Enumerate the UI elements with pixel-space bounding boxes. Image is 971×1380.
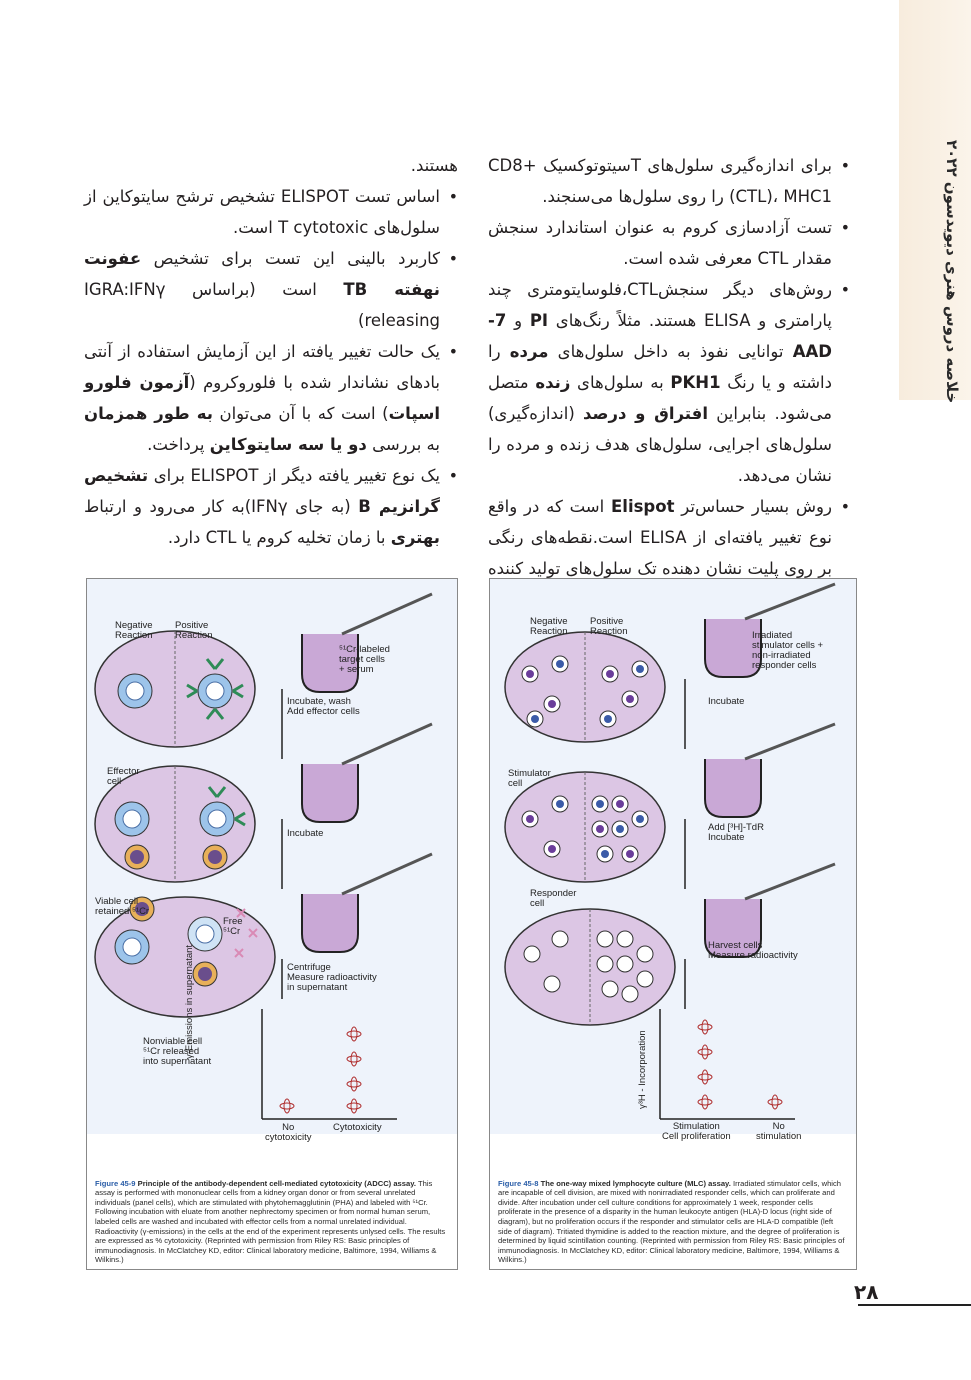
label-stimulator: Stimulator cell [508, 768, 551, 789]
label-viable: Viable cell retained ⁵¹Cr [95, 896, 150, 917]
page-number-rule [858, 1304, 971, 1306]
label-free-cr: Free ⁵¹Cr [223, 916, 243, 937]
label-positive: Positive Reaction [175, 620, 213, 641]
side-tab [899, 0, 971, 404]
page-number: ۲۸ [854, 1280, 879, 1304]
book-title: خلاصه دروس هنری دیویدسون ۲۰۲۲ [943, 140, 961, 404]
left-text-column [84, 150, 458, 553]
figure-illustration [87, 579, 457, 1143]
label-positive: Positive Reaction [590, 616, 628, 637]
bullet-item: • کاربرد بالینی این تست برای تشخیص عفونت نهفته TB است (براساس IGRA:IFNγ releasing) [84, 243, 458, 336]
continued-text: هستند. [410, 156, 458, 175]
label-incubate: Incubate [287, 828, 324, 839]
bullet-item: • تست آزادسازی کروم به عنوان استاندارد سنجش مقدار CTL معرفی شده است. [488, 212, 850, 274]
label-negative: Negative Reaction [530, 616, 568, 637]
label-harvest: Harvest cells Measure radioactivity [708, 940, 798, 961]
bullet-item: • روش بسیار حساس‌تر Elispot است که در واقع نوع تغییر یافته‌ای از ELISA است.نقطه‌های رنگی بر روی پلیت نشان دهنده تک سلول‌های تولید کننده [488, 491, 850, 615]
axis-label-y: γ³H - Incorporation [637, 1030, 648, 1109]
right-text-column [488, 150, 850, 615]
figure-mlc [489, 578, 857, 1270]
figure-adcc [86, 578, 458, 1270]
axis-label-x1: No cytotoxicity [265, 1122, 312, 1143]
label-centrifuge: Centrifuge Measure radioactivity in supernatant [287, 962, 377, 993]
label-add-tdr: Add [³H]-TdR Incubate [708, 822, 764, 843]
figure-illustration [490, 579, 856, 1142]
label-effector: Effector cell [107, 766, 140, 787]
label-irradiated: Irradiated stimulator cells + non-irradiated responder cells [752, 630, 824, 671]
bullet-item: • یک حالت تغییر یافته از این آزمایش استفاده از آنتی بادهای نشاندار شده با فلوروکروم (آزمون فلورو اسپات) است که با آن می‌توان به طور همزمان به بررسی دو یا سه سایتوکاین پرداخت. [84, 336, 458, 460]
bullet-item: • اساس تست ELISPOT تشخیص ترشح سایتوکاین از سلول‌های T cytotoxic است. [84, 181, 458, 243]
bullet-item: • روش‌های دیگر سنجشCTL،فلوسایتومتری چند پارامتری و ELISA هستند. مثلاً رنگ‌های PI و 7-AAD توانایی نفوذ به داخل سلول‌های مرده را داشته و یا رنگ PKH1 به سلول‌های زنده متصل می‌شود. بنابراین افتراق و درصد (اندازه‌گیری) سلول‌های اجرایی، سلول‌های هدف زنده و مرده را نشان می‌دهد. [488, 274, 850, 491]
bullet-item: • برای اندازه‌گیری سلول‌های Tسیتوتوکسیک +CD8 (CTL)، MHC1 را روی سلول‌ها می‌سنجند. [488, 150, 850, 212]
label-nonviable: Nonviable cell ⁵¹Cr released into supernatant [143, 1036, 212, 1067]
axis-label-y: γ-Emissions in supernatant [184, 944, 195, 1059]
label-incubate: Incubate [708, 696, 745, 707]
axis-label-x2: No stimulation [756, 1121, 802, 1142]
axis-label-x2: Cytotoxicity [333, 1122, 382, 1133]
label-cr-labeled: ⁵¹Cr-labeled target cells + serum [339, 644, 390, 675]
label-incubate-wash: Incubate, wash Add effector cells [287, 696, 360, 717]
axis-label-x1: Stimulation Cell proliferation [662, 1121, 731, 1142]
bullet-item: • یک نوع تغییر یافته دیگر از ELISPOT برای تشخیص گرانزیم B (به جای IFNγ)به کار می‌رود و ارتباط بهتری با زمان تخلیه کروم یا CTL دارد. [84, 460, 458, 553]
figure-caption: Figure 45-8 The one-way mixed lymphocyte culture (MLC) assay. Irradiated stimulator cells, which are incapable of cell division, are mixed with nonirradiated responder cells, which can proliferate and divide. After incubation under cell culture conditions for approximately 1 week, responder cells proliferate in the presence of a disparity in the human leukocyte antigen (HLA)-D locus (right side of diagram), but no proliferation occurs if the responder and stimulator cells are HLA-D compatible (left side of diagram). Tritiated thymidine is added to the reaction mixture, and the degree of proliferation is determined by liquid scintillation counting. (Reprinted with permission from Riley RS: Basic principles of immunodiagnosis. In McClatchey KD, editor: Clinical laboratory medicine, Baltimore, 1994, Williams & Wilkins.) [498, 1178, 845, 1265]
figure-caption: Figure 45-9 Principle of the antibody-dependent cell-mediated cytotoxicity (ADCC) assay. This assay is performed with mononuclear cells from a kidney organ donor or from several unrelated individuals (panel cells), which are stimulated with phytohemagglutinin (PHA) and labeled with ⁵¹Cr. Following incubation with eluate from another nephrectomy specimen or from normal human serum, labeled cells are washed and incubated with effector cells from a normal unrelated individual. Radioactivity (γ-emissions) in the cells at the end of the experiment represents unlysed cells. The results are expressed as % cytotoxicity. (Reprinted with permission from Riley RS: Basic principles of immunodiagnosis. In McClatchey KD, editor: Clinical laboratory medicine, Baltimore, 1994, Williams & Wilkins.) [95, 1178, 446, 1265]
label-negative: Negative Reaction [115, 620, 153, 641]
label-responder: Responder cell [530, 888, 577, 909]
